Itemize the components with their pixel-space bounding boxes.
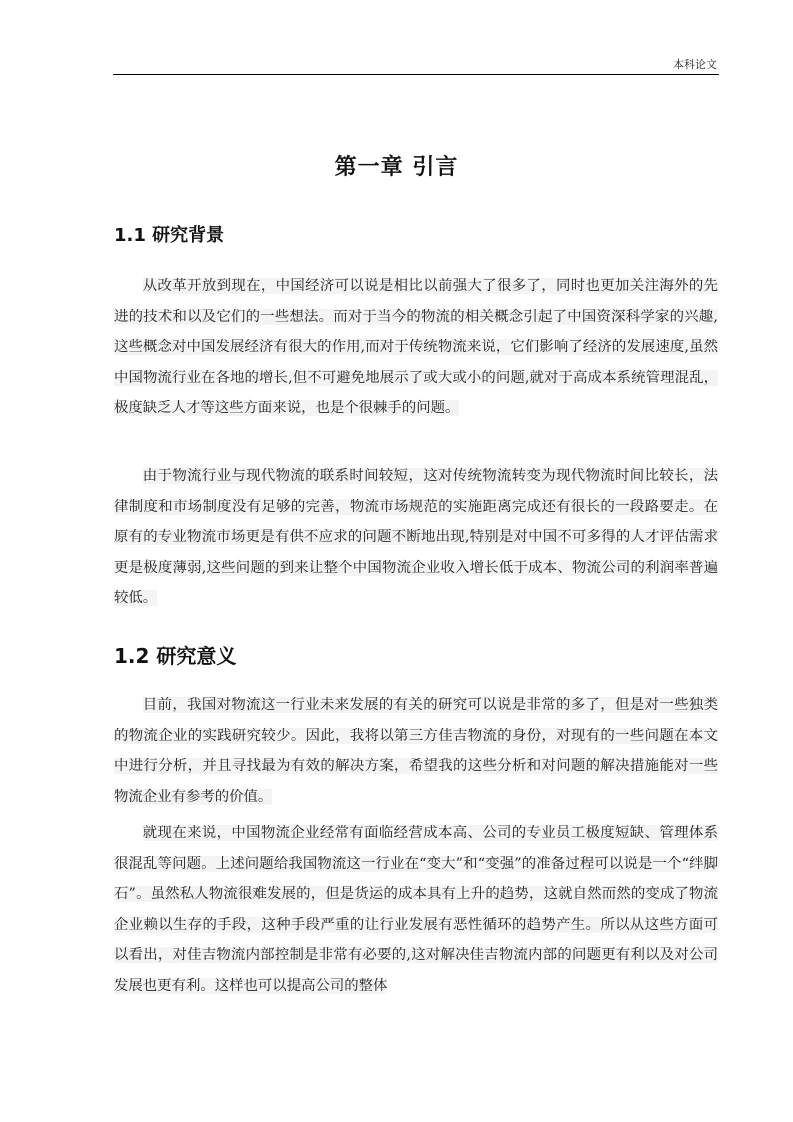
paragraph-text: 目前，我国对物流这一行业未来发展的有关的研究可以说是非常的多了，但是对一些独类的物流企业的实践研究较少。因此，我将以第三方佳吉物流的身份，对现有的一些问题在本文中进行分析，并且寻找最为有效的解决方案，希望我的这些分析和对问题的解决措施能对一些物流企业有参考的价值。 xyxy=(114,697,718,805)
paragraph xyxy=(114,461,718,614)
paragraph xyxy=(114,271,718,424)
header-text: 本科论文 xyxy=(673,58,717,71)
chapter-title: 第一章 引言 xyxy=(334,155,459,180)
paragraph-text: 就现在来说，中国物流企业经常有面临经营成本高、公司的专业员工极度短缺、管理体系很混乱等问题。上述问题给我国物流这一行业在“变大”和“变强”的准备过程可以说是一个“绊脚石”。虽然私人物流很难发展的，但是货运的成本具有上升的趋势，这就自然而然的变成了物流企业赖以生存的手段，这种手段严重的让行业发展有恶性循环的趋势产生。所以从这些方面可以看出，对佳吉物流内部控制是非常有必要的,这对解决佳吉物流内部的问题更有利以及对公司发展也更有利。这样也可以提高公司的整体 xyxy=(114,825,718,994)
paragraph xyxy=(114,818,718,1001)
section-title-background: 1.1 研究背景 xyxy=(114,225,225,246)
section-title-significance: 1.2 研究意义 xyxy=(114,644,237,668)
paragraph-text: 从改革开放到现在，中国经济可以说是相比以前强大了很多了，同时也更加关注海外的先进的技术和以及它们的一些想法。而对于当今的物流的相关概念引起了中国资深科学家的兴趣,这些概念对中国发展经济有很大的作用,而对于传统物流来说，它们影响了经济的发展速度,虽然中国物流行业在各地的增长,但不可避免地展示了或大或小的问题,就对于高成本系统管理混乱，极度缺乏人才等这些方面来说，也是个很棘手的问题。 xyxy=(114,278,718,416)
paragraph xyxy=(114,690,718,812)
paragraph-text: 由于物流行业与现代物流的联系时间较短，这对传统物流转变为现代物流时间比较长，法律制度和市场制度没有足够的完善，物流市场规范的实施距离完成还有很长的一段路要走。在原有的专业物流市场更是有供不应求的问题不断地出现,特别是对中国不可多得的人才评估需求更是极度薄弱,这些问题的到来让整个中国物流企业收入增长低于成本、物流公司的利润率普遍较低。 xyxy=(114,468,718,606)
page-header xyxy=(113,54,719,75)
